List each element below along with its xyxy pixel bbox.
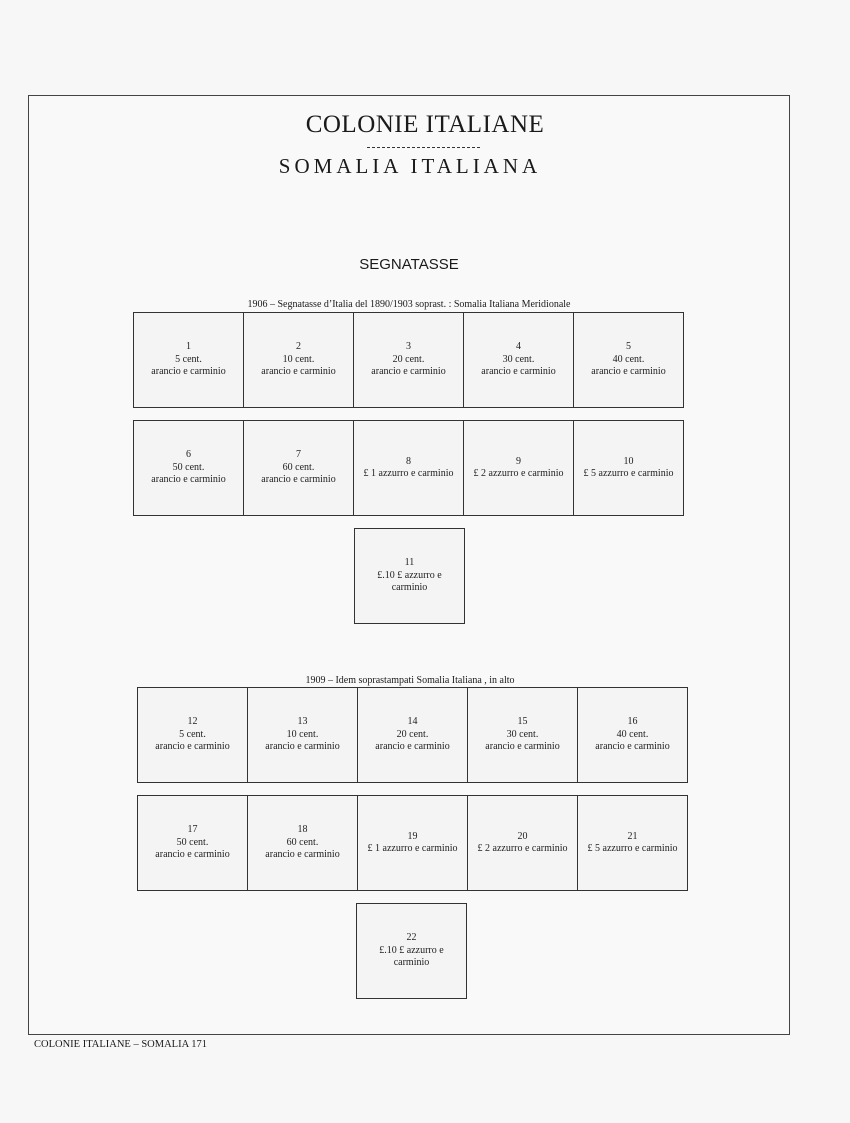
stamp-slot [133,420,244,516]
page-footer: COLONIE ITALIANE – SOMALIA 171 [34,1039,207,1050]
stamp-number: 12 [187,716,198,728]
stamp-number: 15 [517,716,528,728]
stamp-slot [243,312,354,408]
stamp-slot [357,687,468,783]
stamp-value: 10 cent. [286,728,319,740]
stamp-row [133,312,683,408]
stamp-number: 7 [296,449,301,461]
stamp-slot [354,528,465,624]
stamp-number: 1 [186,341,191,353]
stamp-slot [243,420,354,516]
stamp-color: arancio e carminio [481,366,556,378]
stamp-value: £.10 £ azzurro e [379,944,444,956]
stamp-value: £ 2 azzurro e carminio [477,843,568,854]
stamp-slot [247,687,358,783]
stamp-number: 2 [296,341,301,353]
stamp-color: arancio e carminio [151,366,226,378]
stamp-number: 9 [516,455,521,467]
stamp-slot [137,687,248,783]
stamp-row [137,687,687,783]
stamp-number: 4 [516,341,521,353]
stamp-value: 30 cent. [502,353,535,365]
stamp-slot [356,903,467,999]
stamp-color: arancio e carminio [371,366,446,378]
stamp-slot [137,795,248,891]
stamp-color: arancio e carminio [265,741,340,753]
stamp-slot [573,420,684,516]
stamp-color: carminio [391,582,428,594]
section-title: SEGNATASSE [359,256,459,273]
stamp-value: 20 cent. [396,728,429,740]
stamp-row [137,795,687,891]
stamp-color: arancio e carminio [591,366,666,378]
stamp-slot [463,420,574,516]
stamp-number: 3 [406,341,411,353]
stamp-value: £ 5 azzurro e carminio [583,468,674,479]
stamp-number: 21 [627,830,638,842]
issue-caption-1906: 1906 – Segnatasse d’Italia del 1890/1903 soprast. : Somalia Italiana Meridionale [247,299,571,310]
stamp-color: carminio [393,957,430,969]
stamp-slot [577,687,688,783]
stamp-color: arancio e carminio [155,849,230,861]
stamp-number: 6 [186,449,191,461]
page-title: COLONIE ITALIANE [305,111,545,138]
stamp-value: 30 cent. [506,728,539,740]
stamp-slot [353,420,464,516]
stamp-number: 18 [297,824,308,836]
stamp-slot [467,795,578,891]
stamp-value: 60 cent. [286,836,319,848]
stamp-value: 20 cent. [392,353,425,365]
stamp-slot [353,312,464,408]
stamp-number: 5 [626,341,631,353]
stamp-value: 10 cent. [282,353,315,365]
stamp-number: 22 [406,932,417,944]
stamp-color: arancio e carminio [375,741,450,753]
stamp-number: 20 [517,830,528,842]
stamp-value: £.10 £ azzurro e [377,569,442,581]
title-divider [367,147,480,148]
stamp-color: arancio e carminio [261,366,336,378]
stamp-color: arancio e carminio [595,741,670,753]
stamp-slot [133,312,244,408]
stamp-number: 10 [623,455,634,467]
stamp-value: 40 cent. [612,353,645,365]
stamp-value: £ 1 azzurro e carminio [363,468,454,479]
stamp-color: arancio e carminio [151,474,226,486]
stamp-slot [573,312,684,408]
stamp-number: 17 [187,824,198,836]
stamp-slot [577,795,688,891]
stamp-value: £ 5 azzurro e carminio [587,843,678,854]
stamp-color: arancio e carminio [485,741,560,753]
stamp-number: 8 [406,455,411,467]
stamp-value: 50 cent. [172,461,205,473]
stamp-color: arancio e carminio [261,474,336,486]
stamp-value: 40 cent. [616,728,649,740]
stamp-slot [247,795,358,891]
stamp-value: 50 cent. [176,836,209,848]
stamp-value: £ 2 azzurro e carminio [473,468,564,479]
issue-caption-1909: 1909 – Idem soprastampati Somalia Italiana , in alto [305,675,515,686]
stamp-row [354,528,464,624]
stamp-color: arancio e carminio [265,849,340,861]
stamp-slot [463,312,574,408]
stamp-value: £ 1 azzurro e carminio [367,843,458,854]
stamp-slot [467,687,578,783]
stamp-value: 5 cent. [175,353,202,365]
page-subtitle: SOMALIA ITALIANA [278,154,542,178]
stamp-row [356,903,466,999]
stamp-number: 14 [407,716,418,728]
stamp-slot [357,795,468,891]
stamp-number: 19 [407,830,418,842]
stamp-number: 11 [404,557,415,569]
stamp-value: 60 cent. [282,461,315,473]
stamp-color: arancio e carminio [155,741,230,753]
stamp-row [133,420,683,516]
stamp-number: 13 [297,716,308,728]
stamp-number: 16 [627,716,638,728]
stamp-value: 5 cent. [179,728,206,740]
